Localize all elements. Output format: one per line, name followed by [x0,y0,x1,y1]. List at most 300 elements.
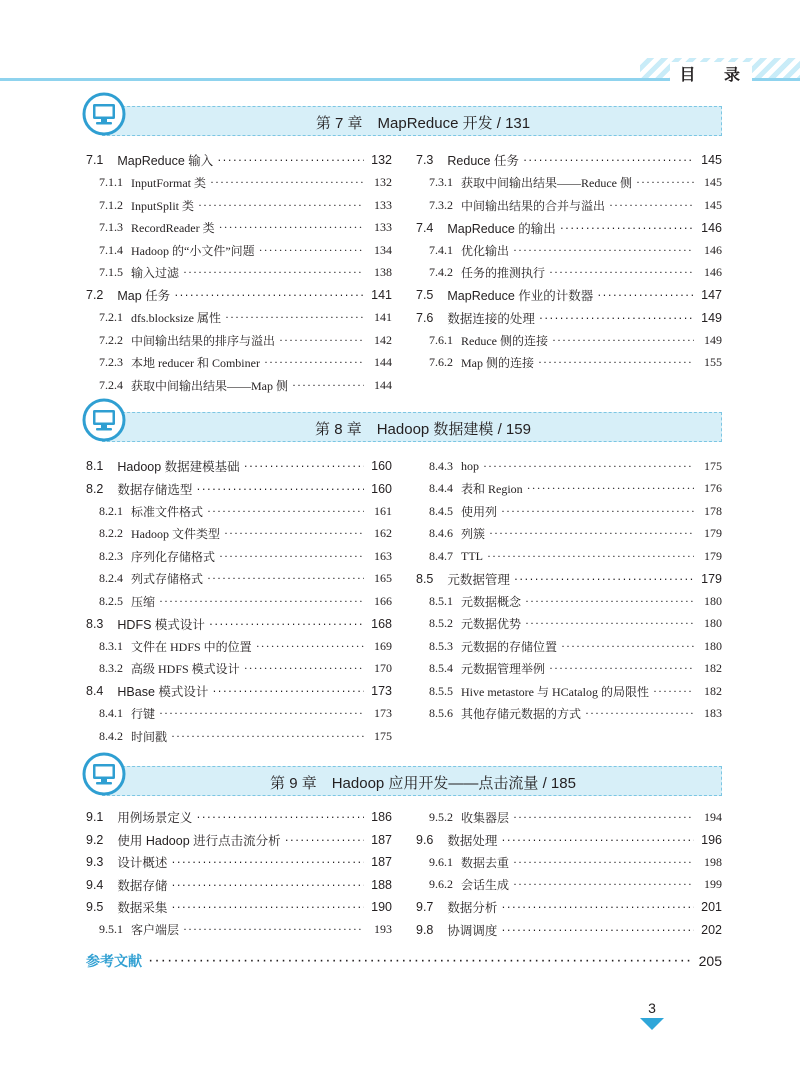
toc-entry-page: 145 [704,175,722,190]
leader-dots [538,355,694,370]
toc-entry-number: 8.2.2 [99,526,123,541]
leader-dots [148,952,693,970]
toc-entry[interactable] [86,455,392,478]
toc-entry-number: 8.3.1 [99,638,123,653]
toc-entry-number: 8.4 [86,684,104,699]
leader-dots [244,459,364,473]
leader-dots [171,855,364,869]
chapter-9-banner [82,764,724,798]
leader-dots [513,855,694,870]
toc-entry-page: 180 [704,616,722,631]
toc-entry-page: 193 [374,922,392,937]
toc-entry-title: hop [461,458,479,473]
toc-entry[interactable] [86,568,392,591]
leader-dots [653,684,694,699]
toc-entry-title: Reduce 任务 [447,154,519,169]
toc-entry-page: 166 [374,593,392,608]
toc-entry-title: 使用 Hadoop 进行点击流分析 [117,833,281,848]
toc-entry[interactable] [86,307,392,330]
leader-dots [501,923,694,937]
leader-dots [174,288,364,302]
toc-entry[interactable] [416,568,722,591]
toc-entry[interactable] [416,919,722,942]
toc-entry[interactable] [86,478,392,501]
toc-entry-title: Hive metastore 与 HCatalog 的局限性 [461,684,649,699]
toc-entry-page: 145 [704,197,722,212]
toc-entry-page: 202 [701,922,722,937]
toc-entry-number: 8.5.1 [429,593,453,608]
toc-entry[interactable] [416,851,722,874]
leader-dots [212,684,364,698]
toc-entry-title: MapReduce 的输出 [447,221,556,236]
toc-entry-number: 7.2.2 [99,332,123,347]
toc-entry-number: 7.2.1 [99,310,123,325]
toc-entry-page: 176 [704,481,722,496]
toc-entry-page: 168 [371,616,392,631]
toc-entry[interactable] [86,658,392,681]
toc-entry-page: 160 [371,481,392,496]
toc-entry[interactable] [86,635,392,658]
leader-dots [513,877,694,892]
leader-dots [196,482,364,496]
toc-entry[interactable] [416,874,722,897]
toc-entry-title: 元数据优势 [461,617,522,632]
toc-entry-number: 8.4.6 [429,526,453,541]
toc-entry-title: Hadoop 数据建模基础 [117,460,240,475]
leader-dots [285,833,364,847]
toc-column-right [416,455,722,725]
toc-entry-title: dfs.blocksize 属性 [131,311,221,326]
toc-entry-page: 182 [704,683,722,698]
leader-dots [487,549,694,564]
toc-entry[interactable] [416,172,722,195]
leader-dots [196,810,364,824]
toc-entry-number: 9.8 [416,922,434,937]
toc-entry-page: 141 [371,288,392,303]
leader-dots [525,616,694,631]
toc-entry-number: 7.5 [416,288,434,303]
leader-dots [561,639,694,654]
toc-column-left [86,806,392,941]
toc-entry-number: 7.1.1 [99,175,123,190]
toc-entry[interactable] [86,851,392,874]
toc-entry[interactable] [416,478,722,501]
toc-entry-number: 7.1.3 [99,220,123,235]
toc-entry[interactable] [416,239,722,262]
toc-entry-page: 180 [704,593,722,608]
toc-entry-title: 数据连接的处理 [447,311,535,326]
toc-entry-title: 元数据的存储位置 [461,639,558,654]
toc-entry[interactable] [416,613,722,636]
toc-entry-title: 列簇 [461,527,486,542]
toc-entry-title: 标准文件格式 [131,504,204,519]
toc-entry-number: 7.3 [416,153,434,168]
toc-entry[interactable] [416,896,722,919]
toc-entry[interactable] [416,307,722,330]
toc-entry-title: 输入过滤 [131,266,180,281]
toc-entry-number: 8.4.5 [429,503,453,518]
toc-entry-number: 7.2 [86,288,104,303]
toc-entry-number: 9.4 [86,877,104,892]
toc-entry-number: 9.6.2 [429,877,453,892]
references-page: 205 [698,953,722,969]
toc-entry-title: 高级 HDFS 模式设计 [131,662,240,677]
toc-entry-number: 8.5.5 [429,683,453,698]
leader-dots [279,333,364,348]
chapter-7-banner [82,104,724,138]
toc-entry-title: 设计概述 [117,856,168,871]
toc-entry-page: 187 [371,832,392,847]
leader-dots [256,639,364,654]
toc-entry-number: 8.5.3 [429,638,453,653]
toc-entry-page: 175 [704,458,722,473]
toc-entry-title: HBase 模式设计 [117,685,209,700]
toc-entry-page: 165 [374,571,392,586]
toc-entry-title: HDFS 模式设计 [117,617,205,632]
toc-entry-page: 133 [374,197,392,212]
toc-entry-page: 175 [374,728,392,743]
toc-entry-title: 元数据管理 [447,572,510,587]
toc-entry-page: 179 [704,548,722,563]
leader-dots [217,153,364,167]
leader-dots [636,175,694,190]
toc-entry[interactable] [416,329,722,352]
leader-dots [224,526,364,541]
toc-entry-title: 序列化存储格式 [131,549,216,564]
toc-entry-page: 194 [704,809,722,824]
toc-entry-page: 144 [374,377,392,392]
toc-entry[interactable] [86,262,392,285]
toc-entry-page: 146 [701,220,722,235]
toc-entry-page: 132 [371,153,392,168]
toc-entry[interactable] [416,635,722,658]
toc-entry-number: 9.5 [86,900,104,915]
toc-entry-title: Map 侧的连接 [461,356,534,371]
toc-entry-number: 7.2.3 [99,355,123,370]
computer-icon [82,92,126,136]
toc-entry-title: Map 任务 [117,289,171,304]
toc-entry[interactable] [416,352,722,375]
toc-entry-page: 173 [374,706,392,721]
toc-entry-page: 183 [704,706,722,721]
toc-entry[interactable] [86,703,392,726]
toc-entry[interactable] [86,239,392,262]
page-number: 3 [648,1000,656,1016]
toc-entry-title: 中间输出结果的合并与溢出 [461,198,606,213]
toc-entry[interactable] [416,149,722,172]
leader-dots [525,594,694,609]
leader-dots [259,243,364,258]
leader-dots [171,729,364,744]
toc-entry-page: 188 [371,877,392,892]
leader-dots [513,810,694,825]
leader-dots [513,243,694,258]
toc-entry-page: 201 [701,900,722,915]
toc-entry-page: 144 [374,355,392,370]
toc-entry[interactable] [86,352,392,375]
toc-entry-title: 其他存储元数据的方式 [461,707,582,722]
leader-dots [210,175,364,190]
toc-entry[interactable] [416,680,722,703]
toc-entry-page: 155 [704,355,722,370]
toc-entry-number: 8.2 [86,481,104,496]
toc-entry-number: 9.5.2 [429,809,453,824]
toc-entry[interactable] [416,217,722,240]
toc-entry-number: 7.6 [416,310,434,325]
toc-entry[interactable] [86,172,392,195]
toc-entry-title: InputSplit 类 [131,198,195,213]
toc-entry[interactable] [86,523,392,546]
leader-dots [560,221,694,235]
computer-icon [82,752,126,796]
toc-entry-page: 179 [704,526,722,541]
toc-entry[interactable] [416,455,722,478]
leader-dots [527,481,694,496]
toc-entry[interactable] [86,829,392,852]
references-label: 参考文献 [86,953,142,969]
toc-entry-number: 9.5.1 [99,922,123,937]
toc-entry-page: 141 [374,310,392,325]
toc-entry[interactable] [86,613,392,636]
toc-entry-number: 8.4.7 [429,548,453,563]
toc-entry-page: 162 [374,526,392,541]
toc-entry[interactable] [86,545,392,568]
toc-entry-title: 文件在 HDFS 中的位置 [131,639,252,654]
leader-dots [609,198,694,213]
toc-entry[interactable] [86,329,392,352]
toc-entry-number: 8.4.2 [99,728,123,743]
toc-entry-number: 8.3.2 [99,661,123,676]
toc-entry[interactable] [416,523,722,546]
toc-entry-number: 8.5.2 [429,616,453,631]
references-entry[interactable] [86,950,722,972]
leader-dots [183,922,364,937]
toc-entry-number: 8.4.3 [429,458,453,473]
toc-entry-title: Hadoop 文件类型 [131,527,220,542]
toc-entry-title: 行键 [131,707,156,722]
toc-entry[interactable] [86,896,392,919]
toc-entry-title: MapReduce 输入 [117,154,214,169]
leader-dots [523,153,694,167]
toc-entry-page: 149 [704,332,722,347]
toc-entry[interactable] [86,590,392,613]
toc-entry-title: 收集器层 [461,810,510,825]
toc-entry-page: 196 [701,832,722,847]
toc-entry-number: 7.3.2 [429,197,453,212]
leader-dots [159,706,364,721]
toc-entry-number: 7.1.4 [99,242,123,257]
toc-entry-page: 132 [374,175,392,190]
leader-dots [549,661,694,676]
toc-entry-title: 中间输出结果的排序与溢出 [131,333,276,348]
toc-entry-number: 7.6.2 [429,355,453,370]
toc-entry-number: 7.1.5 [99,265,123,280]
toc-entry-number: 8.1 [86,459,104,474]
toc-entry[interactable] [416,658,722,681]
toc-entry-page: 182 [704,661,722,676]
toc-entry-page: 170 [374,661,392,676]
toc-entry-number: 8.3 [86,616,104,631]
toc-entry-number: 9.6.1 [429,854,453,869]
leader-dots [198,198,364,213]
leader-dots [225,310,364,325]
toc-entry-page: 161 [374,503,392,518]
toc-column-left [86,455,392,748]
toc-entry-number: 7.4 [416,220,434,235]
toc-entry[interactable] [86,680,392,703]
toc-entry-number: 8.5.4 [429,661,453,676]
toc-entry-number: 8.4.1 [99,706,123,721]
toc-entry[interactable] [86,149,392,172]
toc-entry-title: 用例场景定义 [117,811,193,826]
toc-entry-title: 优化输出 [461,243,510,258]
toc-entry-number: 8.5.6 [429,706,453,721]
toc-entry-title: 压缩 [131,594,156,609]
toc-entry-number: 7.6.1 [429,332,453,347]
toc-entry-number: 7.1.2 [99,197,123,212]
toc-entry-title: RecordReader 类 [131,221,215,236]
toc-entry-title: InputFormat 类 [131,176,206,191]
leader-dots [585,706,694,721]
toc-entry-title: 使用列 [461,504,498,519]
toc-entry-title: 任务的推测执行 [461,266,546,281]
toc-entry-number: 8.2.3 [99,548,123,563]
leader-dots [183,265,364,280]
toc-entry[interactable] [416,500,722,523]
toc-entry-page: 146 [704,242,722,257]
toc-entry-title: 数据去重 [461,855,510,870]
toc-entry-title: 数据存储选型 [117,482,193,497]
toc-entry[interactable] [86,806,392,829]
toc-column-right [416,806,722,941]
computer-icon [82,398,126,442]
toc-entry-page: 180 [704,638,722,653]
toc-entry-title: 会话生成 [461,878,510,893]
toc-entry-page: 190 [371,900,392,915]
toc-entry-title: MapReduce 作业的计数器 [447,289,594,304]
toc-entry-number: 9.3 [86,855,104,870]
toc-entry[interactable] [86,500,392,523]
toc-entry[interactable] [416,829,722,852]
chapter-8-banner [82,410,724,444]
leader-dots [207,504,364,519]
leader-dots [539,311,694,325]
toc-entry[interactable] [416,806,722,829]
toc-entry[interactable] [86,919,392,942]
page-header-title: 目 录 [670,62,752,85]
toc-entry-number: 9.7 [416,900,434,915]
leader-dots [501,833,694,847]
toc-entry-page: 173 [371,684,392,699]
toc-column-right [416,149,722,374]
toc-entry-number: 8.2.1 [99,503,123,518]
toc-entry[interactable] [416,194,722,217]
toc-entry-title: 本地 reducer 和 Combiner [131,356,260,371]
toc-entry-page: 149 [701,310,722,325]
toc-entry-title: 获取中间输出结果——Map 侧 [131,378,288,393]
toc-entry-title: 表和 Region [461,482,523,497]
toc-entry-title: Reduce 侧的连接 [461,333,548,348]
toc-entry-number: 7.2.4 [99,377,123,392]
leader-dots [501,900,694,914]
toc-entry-number: 8.2.5 [99,593,123,608]
toc-entry-page: 146 [704,265,722,280]
toc-column-left [86,149,392,397]
toc-entry[interactable] [86,194,392,217]
toc-entry-page: 169 [374,638,392,653]
toc-entry[interactable] [86,725,392,748]
toc-entry-number: 8.4.4 [429,481,453,496]
leader-dots [209,617,364,631]
leader-dots [207,571,364,586]
toc-entry[interactable] [416,262,722,285]
toc-entry-page: 138 [374,265,392,280]
toc-entry[interactable] [86,874,392,897]
toc-entry[interactable] [86,217,392,240]
toc-entry[interactable] [86,374,392,397]
leader-dots [597,288,694,302]
toc-entry[interactable] [416,590,722,613]
toc-entry[interactable] [416,284,722,307]
toc-entry-title: 获取中间输出结果——Reduce 侧 [461,176,632,191]
leader-dots [292,378,364,393]
leader-dots [483,459,694,474]
leader-dots [552,333,694,348]
leader-dots [171,878,364,892]
toc-entry-number: 7.4.2 [429,265,453,280]
chapter-title: 第 8 章 Hadoop 数据建模 / 159 [315,421,531,438]
leader-dots [159,594,364,609]
toc-entry-title: 数据分析 [447,901,498,916]
toc-entry[interactable] [416,703,722,726]
toc-entry-page: 178 [704,503,722,518]
chapter-title: 第 7 章 MapReduce 开发 / 131 [315,115,531,132]
toc-entry-number: 7.3.1 [429,175,453,190]
toc-entry-number: 8.5 [416,571,434,586]
toc-entry-page: 187 [371,855,392,870]
page-marker-triangle [640,1018,664,1030]
toc-entry[interactable] [86,284,392,307]
leader-dots [489,526,694,541]
toc-entry-page: 186 [371,810,392,825]
toc-entry-page: 133 [374,220,392,235]
toc-entry[interactable] [416,545,722,568]
toc-entry-page: 134 [374,242,392,257]
toc-entry-title: 客户端层 [131,923,180,938]
toc-entry-number: 8.2.4 [99,571,123,586]
toc-entry-number: 9.2 [86,832,104,847]
toc-entry-title: 数据采集 [117,901,168,916]
leader-dots [244,661,364,676]
toc-entry-page: 147 [701,288,722,303]
toc-entry-title: 元数据管理举例 [461,662,546,677]
leader-dots [219,220,364,235]
toc-entry-number: 9.1 [86,810,104,825]
toc-entry-page: 163 [374,548,392,563]
leader-dots [264,355,364,370]
toc-entry-title: 数据处理 [447,833,498,848]
toc-entry-number: 9.6 [416,832,434,847]
toc-entry-title: TTL [461,548,483,563]
toc-entry-page: 179 [701,571,722,586]
leader-dots [171,900,364,914]
toc-entry-number: 7.1 [86,153,104,168]
toc-entry-page: 145 [701,153,722,168]
leader-dots [549,265,694,280]
leader-dots [219,549,364,564]
toc-entry-title: 时间戳 [131,729,168,744]
toc-entry-title: Hadoop 的“小文件”问题 [131,243,255,258]
